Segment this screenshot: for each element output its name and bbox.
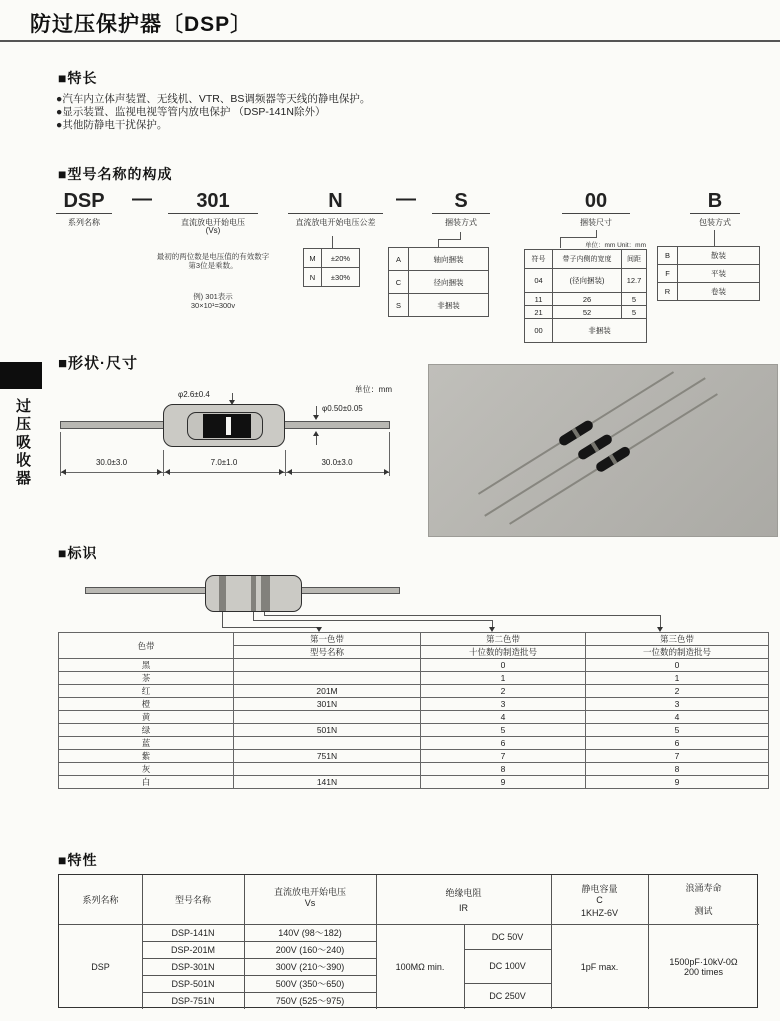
device-gap-drawing [226, 417, 231, 435]
tolerance-table [303, 248, 360, 287]
model-cell [234, 672, 421, 685]
spec-voltage: 750V (525～975) [275, 996, 345, 1006]
model-cell [234, 711, 421, 724]
tens-cell: 7 [421, 750, 586, 763]
model-size-label: 捆装尺寸 [580, 218, 612, 227]
ones-cell: 7 [586, 750, 769, 763]
spec-voltage: 200V (160～240) [275, 945, 345, 955]
spec-header-cap: 静电容量 C 1KHZ-6V [580, 884, 618, 918]
tens-cell: 5 [421, 724, 586, 737]
spec-cap-value: 1pF max. [580, 961, 619, 972]
tens-cell: 4 [421, 711, 586, 724]
dim-lead-diameter: φ0.50±0.05 [322, 404, 363, 413]
bundle-value: 轴向捆装 [409, 248, 489, 271]
tens-cell: 1 [421, 672, 586, 685]
table-row [59, 698, 769, 711]
marking-col-subheader: 型号名称 [234, 646, 421, 659]
ones-cell: 0 [586, 659, 769, 672]
tens-cell: 3 [421, 698, 586, 711]
tolerance-key: N [304, 268, 322, 287]
connector-bundle-tick [438, 239, 439, 247]
size-cell: 11 [525, 293, 553, 306]
pack-table [657, 246, 760, 301]
color-band-1 [219, 576, 226, 611]
table-row [59, 685, 769, 698]
table-row [59, 750, 769, 763]
marking-col-header: 第三色带 [586, 633, 769, 646]
sidebar-vertical-label: 过压吸收器 [14, 398, 31, 488]
band1-connector [222, 612, 223, 627]
marking-heading: ■标识 [58, 545, 98, 561]
model-cell: 301N [234, 698, 421, 711]
title-divider [0, 40, 780, 42]
connector-size-h [560, 237, 597, 238]
table-row [59, 776, 769, 789]
tens-cell: 0 [421, 659, 586, 672]
dim-line [60, 472, 390, 473]
tens-cell: 9 [421, 776, 586, 789]
page-title: 防过压保护器〔DSP〕 [30, 13, 253, 36]
model-pack-label: 包装方式 [699, 218, 731, 227]
marking-col-subheader: 一位数的制造批号 [586, 646, 769, 659]
marking-table [58, 632, 769, 789]
bundle-key: S [389, 294, 409, 317]
size-cell: 04 [525, 269, 553, 293]
pack-value: 散装 [678, 247, 760, 265]
model-voltage-label: 直流放电开始电压 [181, 218, 245, 227]
arrow-left-icon [165, 469, 170, 475]
arrow-left-icon [61, 469, 66, 475]
band-color-cell: 黑 [59, 659, 234, 672]
table-row [59, 711, 769, 724]
arrow-down-icon [313, 415, 319, 420]
tolerance-key: M [304, 249, 322, 268]
color-band-3 [261, 576, 270, 611]
ones-cell: 3 [586, 698, 769, 711]
arrow-left-icon [287, 469, 292, 475]
band3-connector [264, 615, 660, 616]
spec-model: DSP-201M [170, 944, 215, 955]
model-pack-code: B [707, 190, 723, 212]
feature-bullet-1: ●汽车内立体声装置、无线机、VTR、BS调频器等天线的静电保护。 [56, 93, 371, 105]
band2-connector [253, 612, 254, 620]
bundle-table [388, 247, 489, 317]
marking-col-subheader: 十位数的制造批号 [421, 646, 586, 659]
spec-header-voltage: 直流放电开始电压 Vs [273, 886, 346, 908]
bundle-key: C [389, 271, 409, 294]
spec-ir-condition: DC 250V [489, 991, 526, 1001]
size-table-unit-note: 单位：mm Unit：mm [584, 242, 646, 249]
bundle-value: 径向捆装 [409, 271, 489, 294]
product-photo [428, 364, 778, 537]
shape-heading: ■形状·尺寸 [58, 355, 139, 372]
band2-connector [253, 620, 492, 621]
size-header: 符号 [525, 250, 553, 269]
band-color-cell: 茶 [59, 672, 234, 685]
spec-header-model: 型号名称 [174, 895, 211, 905]
spec-voltage: 300V (210～390) [275, 962, 345, 972]
band3-connector [660, 615, 661, 627]
size-cell: 12.7 [622, 269, 647, 293]
features-heading: ■特长 [58, 70, 98, 86]
size-cell: 5 [622, 306, 647, 319]
model-cell: 501N [234, 724, 421, 737]
marking-col-header: 色带 [59, 633, 234, 659]
marking-col-header: 第一色带 [234, 633, 421, 646]
section-index-tab [0, 362, 42, 389]
spec-model: DSP-501N [171, 978, 215, 989]
model-tolerance-label: 直流放电开始电压公差 [295, 218, 376, 227]
ones-cell: 5 [586, 724, 769, 737]
model-bundle-code: S [454, 190, 468, 212]
ones-cell: 8 [586, 763, 769, 776]
pack-value: 卷装 [678, 283, 760, 301]
marking-col-header: 第二色带 [421, 633, 586, 646]
color-band-2 [251, 576, 256, 611]
arrow-right-icon [384, 469, 389, 475]
pack-value: 平装 [678, 265, 760, 283]
band-color-cell: 灰 [59, 763, 234, 776]
bundle-key: A [389, 248, 409, 271]
model-heading: ■型号名称的构成 [58, 166, 173, 182]
table-row [59, 763, 769, 776]
band-color-cell: 红 [59, 685, 234, 698]
tolerance-value: ±30% [322, 268, 360, 287]
dim-body-diameter: φ2.6±0.4 [178, 390, 210, 399]
pack-key: B [658, 247, 678, 265]
tolerance-value: ±20% [322, 249, 360, 268]
model-dash-2: — [396, 188, 416, 210]
spec-header-surge: 浪涌寿命 测试 [685, 883, 722, 916]
size-cell: 21 [525, 306, 553, 319]
spec-ir-value: 100MΩ min. [395, 961, 445, 972]
dim-right-lead: 30.0±3.0 [321, 458, 353, 467]
size-header: 带子内侧的宽度 [553, 250, 622, 269]
pack-key: F [658, 265, 678, 283]
arrow-down-icon [229, 400, 235, 405]
size-table [524, 249, 647, 343]
model-voltage-example: 例) 301表示 30×10¹=300v [190, 292, 236, 310]
model-bundle-label: 捆装方式 [445, 218, 477, 227]
connector-bundle-h [438, 239, 461, 240]
model-tolerance-code: N [328, 190, 343, 212]
size-cell: 00 [525, 319, 553, 343]
ones-cell: 4 [586, 711, 769, 724]
size-cell: 26 [553, 293, 622, 306]
band-color-cell: 白 [59, 776, 234, 789]
spec-model: DSP-751N [171, 995, 215, 1006]
model-series-code: DSP [63, 190, 105, 212]
band-color-cell: 紫 [59, 750, 234, 763]
size-cell: 非捆装 [553, 319, 647, 343]
spec-ir-condition: DC 50V [491, 931, 524, 942]
table-row [59, 672, 769, 685]
band-color-cell: 蓝 [59, 737, 234, 750]
spec-header-ir: 绝缘电阻 IR [445, 887, 482, 913]
tens-cell: 6 [421, 737, 586, 750]
band-color-cell: 黄 [59, 711, 234, 724]
spec-surge-value: 1500pF·10kV-0Ω 200 times [669, 956, 738, 977]
spec-voltage: 500V (350～650) [275, 979, 345, 989]
size-header: 间距 [622, 250, 647, 269]
model-voltage-note: 最初的两位数是电压值的有效数字 第3位是乘数。 [156, 252, 270, 270]
model-cell [234, 659, 421, 672]
tens-cell: 8 [421, 763, 586, 776]
connector-pack [714, 230, 715, 246]
arrow-right-icon [157, 469, 162, 475]
band-color-cell: 绿 [59, 724, 234, 737]
ext-line [389, 432, 390, 476]
spec-voltage: 140V (98～182) [278, 928, 342, 938]
model-voltage-sublabel: (Vs) [205, 226, 221, 235]
specs-heading: ■特性 [58, 852, 98, 868]
model-series-label: 系列名称 [68, 218, 100, 227]
shape-unit-label: 单位：mm [354, 385, 392, 394]
table-row [59, 659, 769, 672]
model-cell [234, 763, 421, 776]
specs-table [58, 874, 758, 1008]
spec-model: DSP-301N [171, 961, 215, 972]
model-cell [234, 737, 421, 750]
photo-component [482, 373, 709, 521]
spec-ir-condition: DC 100V [489, 961, 526, 971]
size-cell: (径向捆装) [553, 269, 622, 293]
size-cell: 5 [622, 293, 647, 306]
model-cell: 751N [234, 750, 421, 763]
spec-model: DSP-141N [171, 927, 215, 938]
model-cell: 201M [234, 685, 421, 698]
model-voltage-code: 301 [196, 190, 230, 212]
table-row [59, 724, 769, 737]
dim-body-length: 7.0±1.0 [210, 458, 238, 467]
arrow-right-icon [279, 469, 284, 475]
arrow-up-icon [313, 431, 319, 436]
model-size-code: 00 [584, 190, 608, 212]
band2-connector [492, 620, 493, 627]
model-cell: 141N [234, 776, 421, 789]
band-color-cell: 橙 [59, 698, 234, 711]
bundle-value: 非捆装 [409, 294, 489, 317]
ones-cell: 6 [586, 737, 769, 750]
model-dash-1: — [132, 188, 152, 210]
size-cell: 52 [553, 306, 622, 319]
ones-cell: 1 [586, 672, 769, 685]
spec-header-series: 系列名称 [82, 895, 119, 905]
connector-tolerance [332, 236, 333, 248]
spec-series-value: DSP [91, 961, 110, 972]
ones-cell: 9 [586, 776, 769, 789]
dim-left-lead: 30.0±3.0 [95, 458, 128, 467]
feature-bullet-3: ●其他防静电干扰保护。 [56, 119, 168, 131]
band1-connector [222, 627, 319, 628]
feature-bullet-2: ●显示装置、监视电视等管内放电保护 （DSP-141N除外） [56, 106, 326, 118]
ones-cell: 2 [586, 685, 769, 698]
tens-cell: 2 [421, 685, 586, 698]
table-row [59, 737, 769, 750]
pack-key: R [658, 283, 678, 301]
